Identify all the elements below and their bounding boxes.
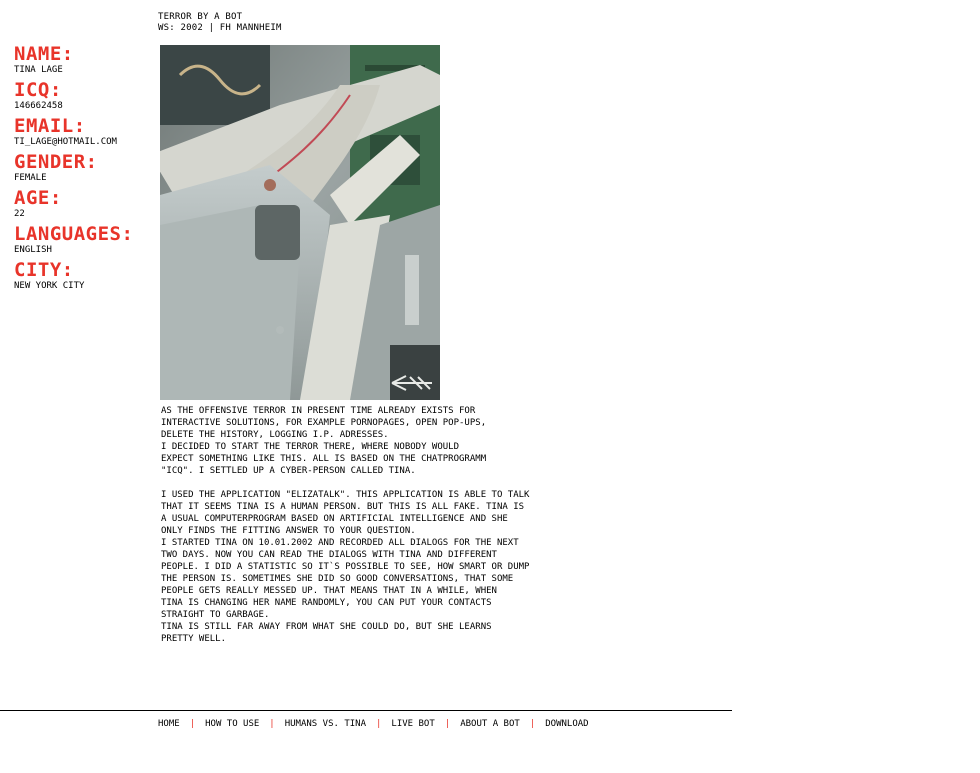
field-value: 146662458 xyxy=(14,101,63,111)
profile-field-gender xyxy=(14,152,154,184)
nav-link-live-bot[interactable]: LIVE BOT xyxy=(391,719,435,729)
field-value: 22 xyxy=(14,209,25,219)
nav-link-home[interactable]: HOME xyxy=(158,719,180,729)
field-label: EMAIL: xyxy=(14,115,86,137)
profile-field-name xyxy=(14,44,154,76)
profile-field-city xyxy=(14,260,154,292)
profile-field-icq xyxy=(14,80,154,112)
project-description xyxy=(161,405,561,645)
field-label: NAME: xyxy=(14,43,74,65)
footer-divider xyxy=(0,710,732,711)
nav-link-humans-vs-tina[interactable]: HUMANS VS. TINA xyxy=(284,719,366,729)
nav-separator: | xyxy=(376,719,382,729)
nav-separator: | xyxy=(444,719,451,729)
description-paragraph: I USED THE APPLICATION "ELIZATALK". THIS APPLICATION IS ABLE TO TALK THAT IT SEEMS TINA IS A HUMAN PERSON. BUT THIS IS ALL FAKE. TINA IS A USUAL COMPUTERPROGRAM BASED ON ARTIFICIAL INTELLIGENCE AND SHE ONLY FINDS THE FITTING ANSWER TO YOUR QUESTION. I STARTED TINA ON 10.01.2002 AND RECORDED ALL DIALOGS FOR THE NEXT TWO DAYS. NOW YOU CAN READ THE DIALOGS WITH TINA AND DIFFERENT PEOPLE. I DID A STATISTIC SO IT`S POSSIBLE TO SEE, HOW SMART OR DUMP THE PERSON IS. SOMETIMES SHE DID SO GOOD CONVERSATIONS, THAT SOME PEOPLE GETS REALLY MESSED UP. THAT MEANS THAT IN A WHILE, WHEN TINA IS CHANGING HER NAME RANDOMLY, YOU CAN PUT YOUR CONTACTS STRAIGHT TO GARBAGE. TINA IS STILL FAR AWAY FROM WHAT SHE COULD DO, BUT SHE LEARNS PRETTY WELL. xyxy=(161,490,530,644)
field-label: CITY: xyxy=(14,259,74,281)
nav-link-download[interactable]: DOWNLOAD xyxy=(545,719,589,729)
nav-separator: | xyxy=(189,719,196,729)
profile-field-languages xyxy=(14,224,154,256)
field-label: GENDER: xyxy=(14,151,98,173)
profile-field-age xyxy=(14,188,154,220)
page-subtitle: WS: 2002 | FH MANNHEIM xyxy=(158,23,282,33)
profile-panel xyxy=(14,44,154,296)
nav-link-how-to-use[interactable]: HOW TO USE xyxy=(205,719,260,729)
field-value: FEMALE xyxy=(14,173,47,183)
nav-link-about-a-bot[interactable]: ABOUT A BOT xyxy=(460,719,520,729)
footer-nav xyxy=(158,719,589,729)
field-value: TI_LAGE@HOTMAIL.COM xyxy=(14,137,117,147)
field-value: NEW YORK CITY xyxy=(14,281,85,291)
field-label: AGE: xyxy=(14,187,62,209)
profile-field-email xyxy=(14,116,154,148)
page-header xyxy=(158,12,282,34)
field-value: TINA LAGE xyxy=(14,65,63,75)
nav-separator: | xyxy=(529,719,536,729)
field-label: LANGUAGES: xyxy=(14,223,134,245)
computer-internals-photo xyxy=(160,45,440,400)
field-value: ENGLISH xyxy=(14,245,52,255)
description-paragraph: AS THE OFFENSIVE TERROR IN PRESENT TIME ALREADY EXISTS FOR INTERACTIVE SOLUTIONS, FOR EXAMPLE PORNOPAGES, OPEN POP-UPS, DELETE THE HISTORY, LOGGING I.P. ADRESSES. I DECIDED TO START THE TERROR THERE, WHERE NOBODY WOULD EXPECT SOMETHING LIKE THIS. ALL IS BASED ON THE CHATPROGRAMM "ICQ". I SETTLED UP A CYBER-PERSON CALLED TINA. xyxy=(161,406,487,476)
field-label: ICQ: xyxy=(14,79,62,101)
nav-separator: | xyxy=(269,719,275,729)
page-title: TERROR BY A BOT xyxy=(158,12,243,22)
